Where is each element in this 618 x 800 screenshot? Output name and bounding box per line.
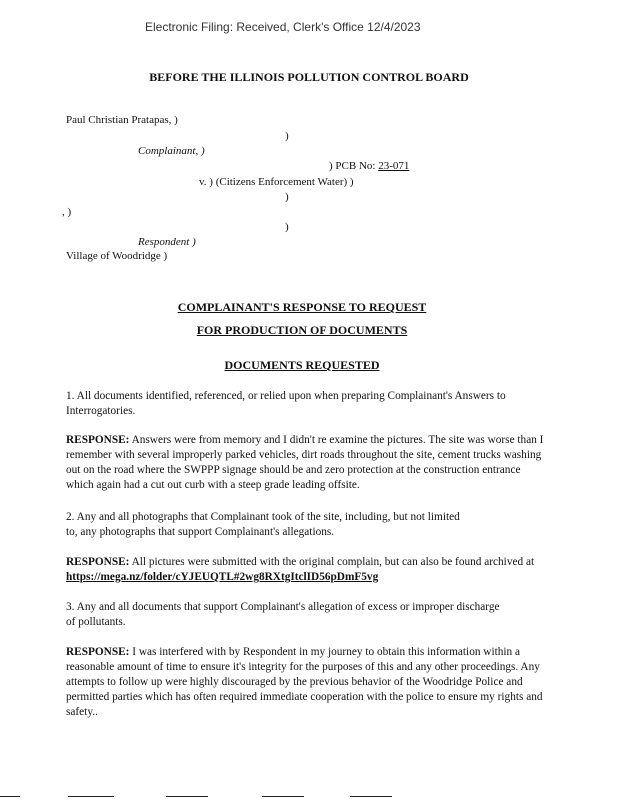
request-3: 3. Any and all documents that support Complainant's allegation of excess or improper discharge of pollutants. bbox=[66, 601, 500, 628]
response-text: Answers were from memory and I didn't re examine the pictures. The site was worse than I remember with several improperly parked vehicles, dirt roads throughout the site, cement trucks washing out on the road where the SWPPP signage should be and zero protection at the construction entrance which again had a cut out curb with a steep grade leading offsite. bbox=[66, 434, 544, 491]
footer-rule bbox=[166, 796, 208, 797]
response-3 bbox=[66, 645, 544, 720]
response-2 bbox=[66, 555, 544, 585]
respondent-name: Village of Woodridge ) bbox=[66, 250, 168, 262]
document-title-line2: FOR PRODUCTION OF DOCUMENTS bbox=[196, 323, 408, 337]
footer-rule bbox=[68, 796, 114, 797]
response-label: RESPONSE: bbox=[66, 434, 130, 446]
footer-rule bbox=[0, 796, 20, 797]
response-label: RESPONSE: bbox=[66, 556, 130, 568]
pcb-number-line bbox=[329, 160, 409, 172]
complainant-name: Paul Christian Pratapas, ) bbox=[66, 114, 178, 126]
caption-paren: ) bbox=[285, 221, 289, 233]
pcb-prefix: ) PCB No: bbox=[329, 160, 376, 172]
response-text: All pictures were submitted with the original complain, but can also be found archived at bbox=[129, 556, 535, 568]
versus-line: v. ) (Citizens Enforcement Water) ) bbox=[199, 176, 354, 188]
caption-comma-line: , ) bbox=[62, 206, 72, 218]
footer-rule bbox=[262, 796, 304, 797]
complainant-label: Complainant, ) bbox=[138, 145, 205, 157]
section-heading: DOCUMENTS REQUESTED bbox=[224, 358, 380, 372]
caption-paren: ) bbox=[285, 130, 289, 142]
court-title: BEFORE THE ILLINOIS POLLUTION CONTROL BOARD bbox=[149, 70, 469, 84]
response-label: RESPONSE: bbox=[66, 646, 130, 658]
filing-stamp: Electronic Filing: Received, Clerk's Office 12/4/2023 bbox=[145, 20, 421, 34]
response-text: I was interfered with by Respondent in my journey to obtain this information within a reasonable amount of time to ensure it's integrity for the purposes of this and any other proceedings. Any attempts to follow up were highly discouraged by the previous behavior of the Woodridge Police and permitted parties which has often required immediate cooperation with the police to ensure my rights and safety.. bbox=[66, 646, 543, 718]
caption-paren: ) bbox=[285, 191, 289, 203]
archive-link[interactable]: https://mega.nz/folder/cYJEUQTL#2wg8RXtgItclID56pDmF5vg bbox=[66, 571, 379, 583]
request-2: 2. Any and all photographs that Complainant took of the site, including, but not limited to, any photographs that support Complainant's allegations. bbox=[66, 511, 460, 538]
response-1 bbox=[66, 433, 544, 493]
respondent-label: Respondent ) bbox=[138, 236, 196, 248]
pcb-number: 23-071 bbox=[378, 160, 410, 172]
footer-rule bbox=[350, 796, 392, 797]
document-title-line1: COMPLAINANT'S RESPONSE TO REQUEST bbox=[177, 300, 427, 314]
request-1: 1. All documents identified, referenced, or relied upon when preparing Complainant's Answers to Interrogatories. bbox=[66, 390, 506, 417]
